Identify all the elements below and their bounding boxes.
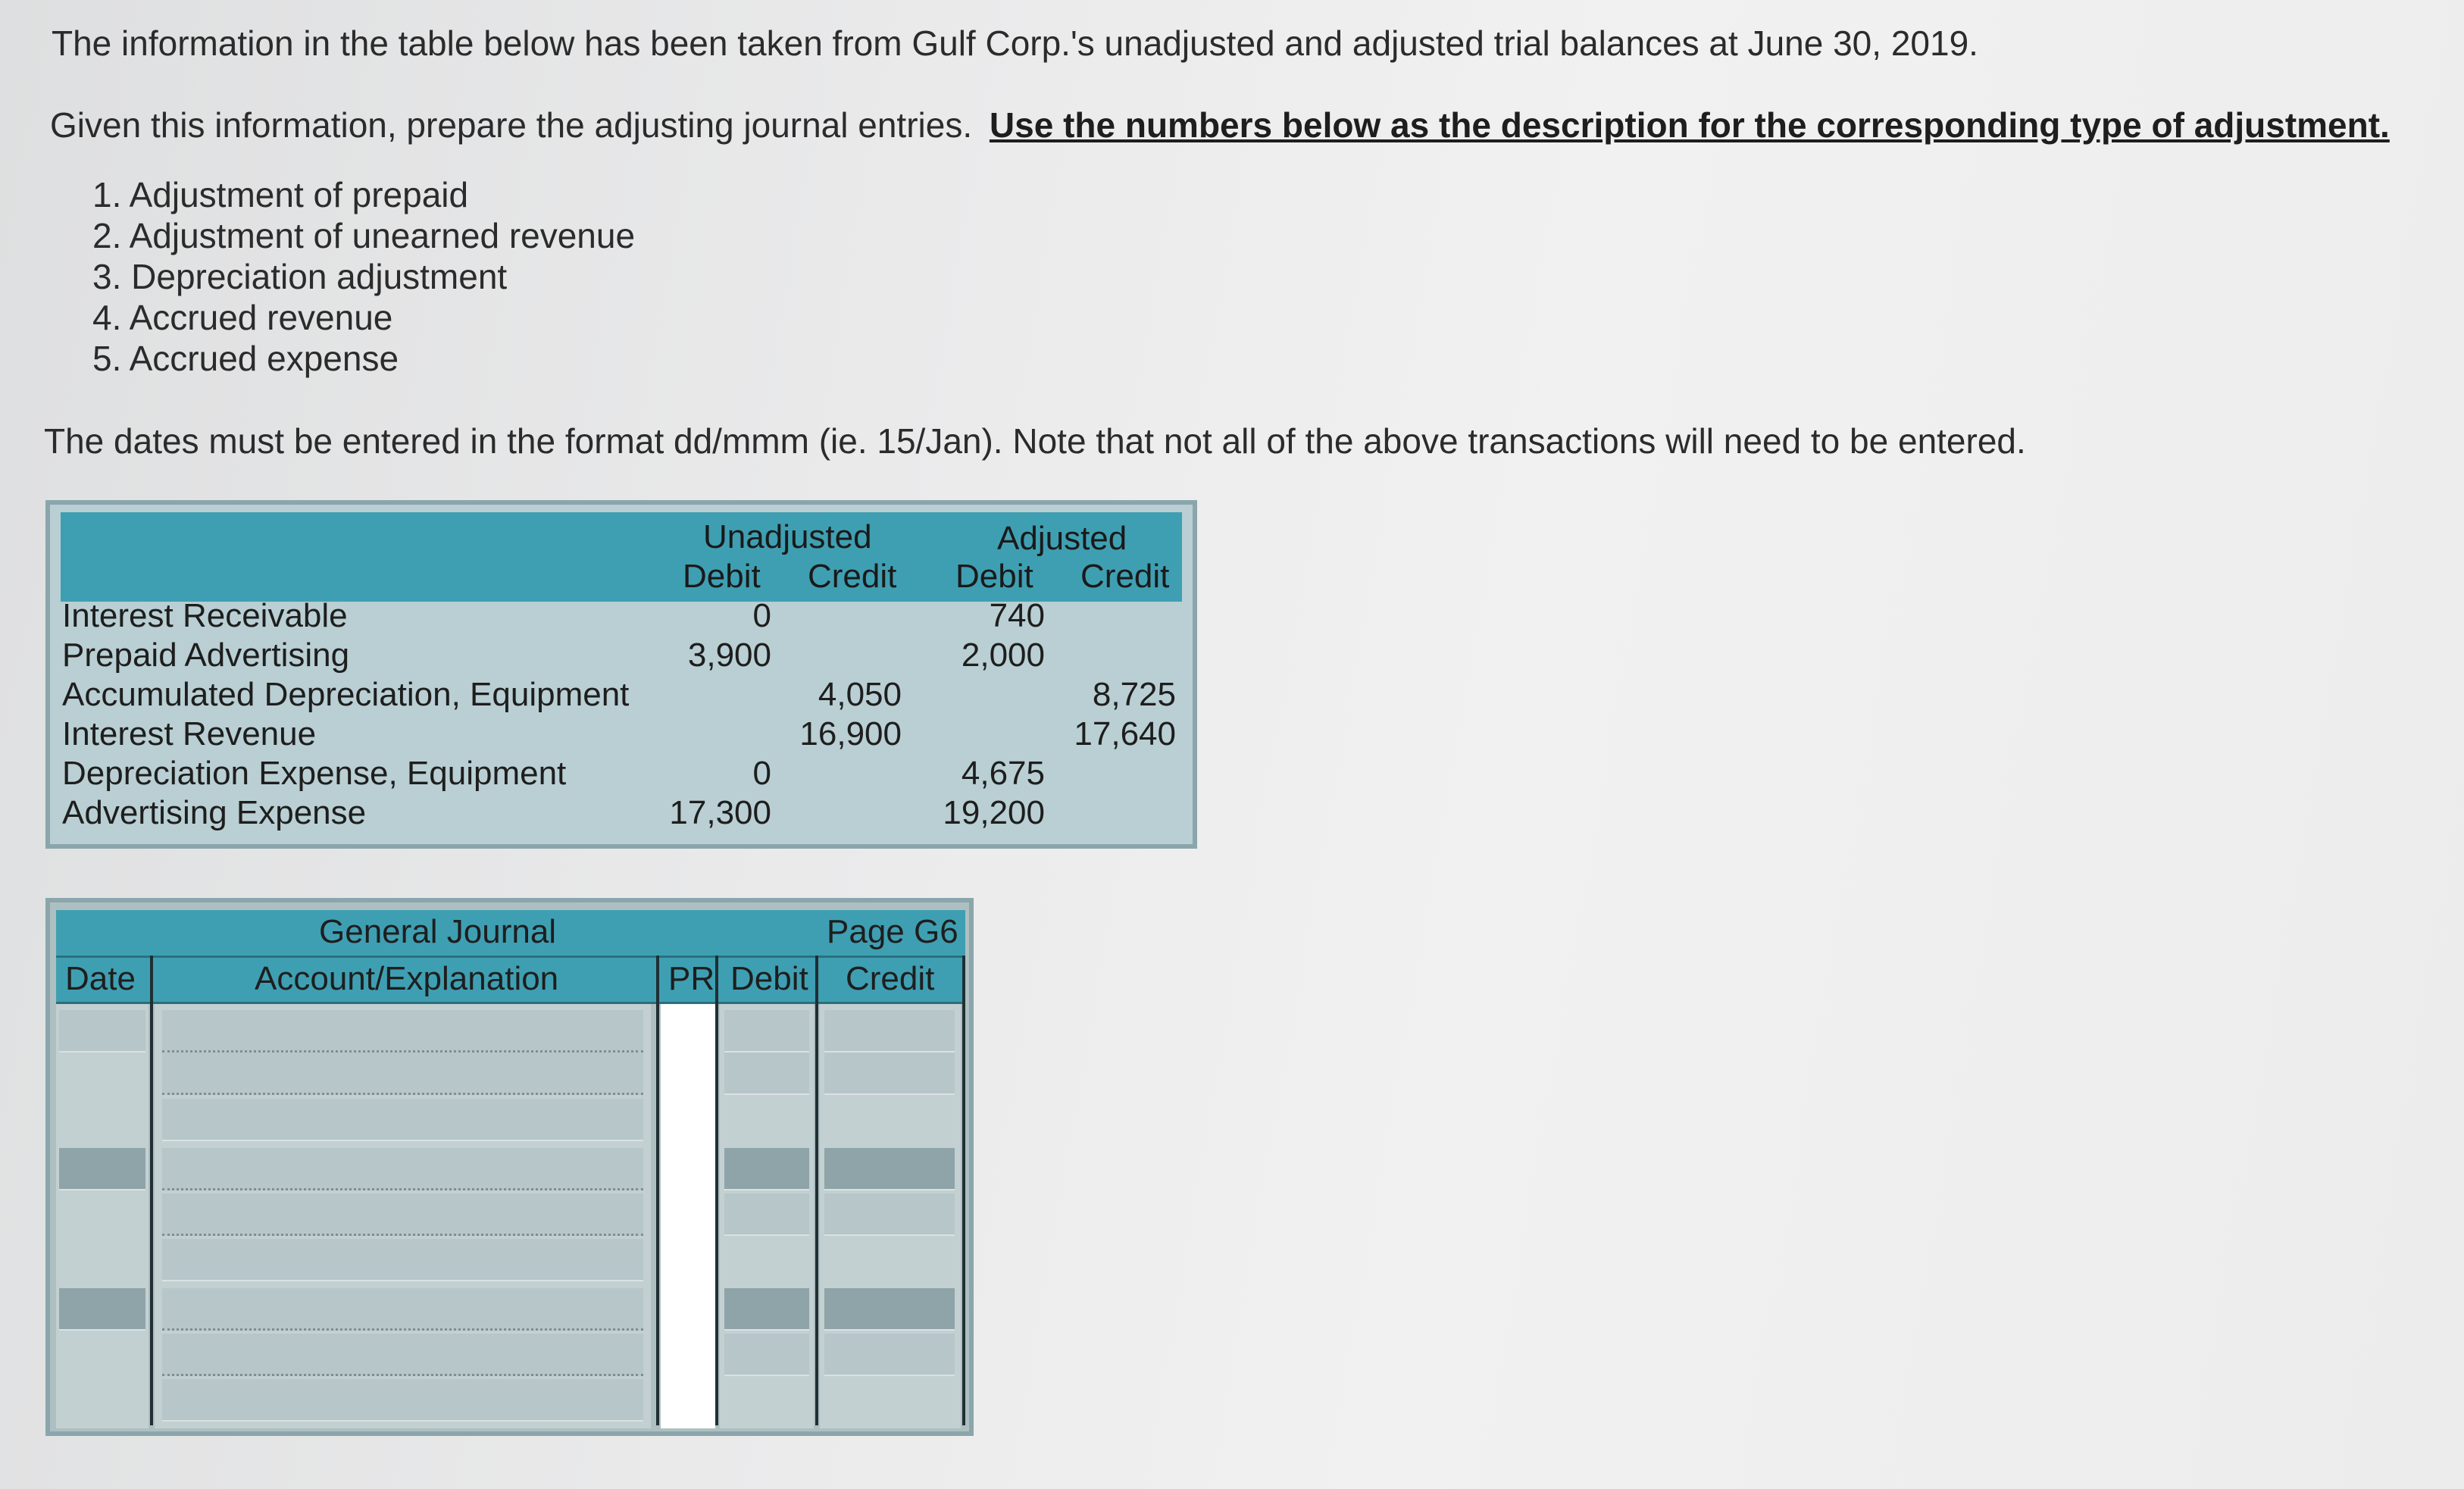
adjustment-type-item: 2. Adjustment of unearned revenue (92, 216, 636, 255)
trial-balance-table (45, 500, 1197, 849)
intro-line-1: The information in the table below has been taken from Gulf Corp.'s unadjusted and adjusted trial balances at June 30, 2019. (52, 23, 1978, 63)
account-name: Advertising Expense (62, 794, 367, 831)
adjustment-type-item: 4. Accrued revenue (92, 298, 393, 337)
account-name: Interest Receivable (62, 597, 348, 634)
date-column-header: Date (65, 960, 136, 997)
account-input[interactable] (162, 1379, 643, 1422)
debit-input[interactable] (724, 1334, 809, 1376)
debit-input[interactable] (724, 1053, 809, 1095)
adjusted-debit-value: 19,200 (943, 794, 1045, 831)
pr-column-header: PR (668, 960, 715, 997)
account-input[interactable] (162, 1099, 643, 1141)
adjustment-type-list (92, 174, 635, 379)
general-journal (45, 898, 974, 1436)
date-input[interactable] (59, 1288, 145, 1331)
adjusted-debit-value: 2,000 (961, 637, 1045, 674)
account-input[interactable] (162, 1334, 643, 1376)
account-column-header: Account/Explanation (255, 960, 559, 997)
journal-title: General Journal (319, 913, 557, 950)
unadjusted-debit-value: 0 (752, 597, 771, 634)
account-input[interactable] (162, 1288, 643, 1331)
adjusted-credit-header: Credit (1080, 558, 1170, 595)
unadjusted-debit-value: 0 (752, 755, 771, 792)
debit-input[interactable] (724, 1193, 809, 1236)
account-name: Accumulated Depreciation, Equipment (62, 676, 630, 713)
credit-input[interactable] (824, 1288, 955, 1331)
account-input[interactable] (162, 1193, 643, 1236)
credit-input[interactable] (824, 1148, 955, 1190)
pr-column (661, 1004, 715, 1428)
date-format-note: The dates must be entered in the format dd/mmm (ie. 15/Jan). Note that not all of the above transactions will need to be entered. (44, 421, 2026, 461)
adjustment-type-item: 1. Adjustment of prepaid (92, 175, 469, 214)
account-name: Depreciation Expense, Equipment (62, 755, 567, 792)
unadjusted-debit-value: 17,300 (669, 794, 771, 831)
credit-column (820, 1004, 961, 1428)
adjusted-credit-value: 17,640 (1074, 715, 1176, 752)
date-input[interactable] (59, 1148, 145, 1190)
account-name: Prepaid Advertising (62, 637, 350, 674)
credit-input[interactable] (824, 1010, 955, 1053)
unadjusted-debit-header: Debit (683, 558, 761, 595)
intro-line-2 (50, 105, 2390, 145)
unadjusted-credit-value: 4,050 (818, 676, 902, 713)
adjusted-credit-value: 8,725 (1092, 676, 1176, 713)
adjusted-debit-value: 740 (989, 597, 1045, 634)
account-name: Interest Revenue (62, 715, 317, 752)
debit-input[interactable] (724, 1010, 809, 1053)
unadjusted-credit-value: 16,900 (799, 715, 902, 752)
credit-input[interactable] (824, 1334, 955, 1376)
adjusted-header: Adjusted (997, 520, 1127, 557)
debit-input[interactable] (724, 1148, 809, 1190)
journal-page: Page G6 (827, 913, 958, 950)
adjusted-debit-value: 4,675 (961, 755, 1045, 792)
intro-line-2-emphasis: Use the numbers below as the description for the corresponding type of adjustment. (989, 105, 2390, 145)
credit-column-header: Credit (846, 960, 935, 997)
account-column (155, 1004, 651, 1428)
adjusted-debit-header: Debit (955, 558, 1033, 595)
date-input[interactable] (59, 1010, 145, 1053)
debit-input[interactable] (724, 1288, 809, 1331)
debit-column (720, 1004, 814, 1428)
credit-input[interactable] (824, 1053, 955, 1095)
account-input[interactable] (162, 1010, 643, 1053)
unadjusted-debit-value: 3,900 (687, 637, 771, 674)
unadjusted-credit-header: Credit (808, 558, 897, 595)
account-input[interactable] (162, 1239, 643, 1281)
account-input[interactable] (162, 1053, 643, 1095)
credit-input[interactable] (824, 1193, 955, 1236)
intro-line-2-plain: Given this information, prepare the adjusting journal entries. (50, 105, 973, 145)
date-column (56, 1004, 149, 1428)
account-input[interactable] (162, 1148, 643, 1190)
unadjusted-header: Unadjusted (703, 518, 872, 555)
adjustment-type-item: 3. Depreciation adjustment (92, 257, 508, 296)
debit-column-header: Debit (730, 960, 808, 997)
adjustment-type-item: 5. Accrued expense (92, 339, 399, 378)
